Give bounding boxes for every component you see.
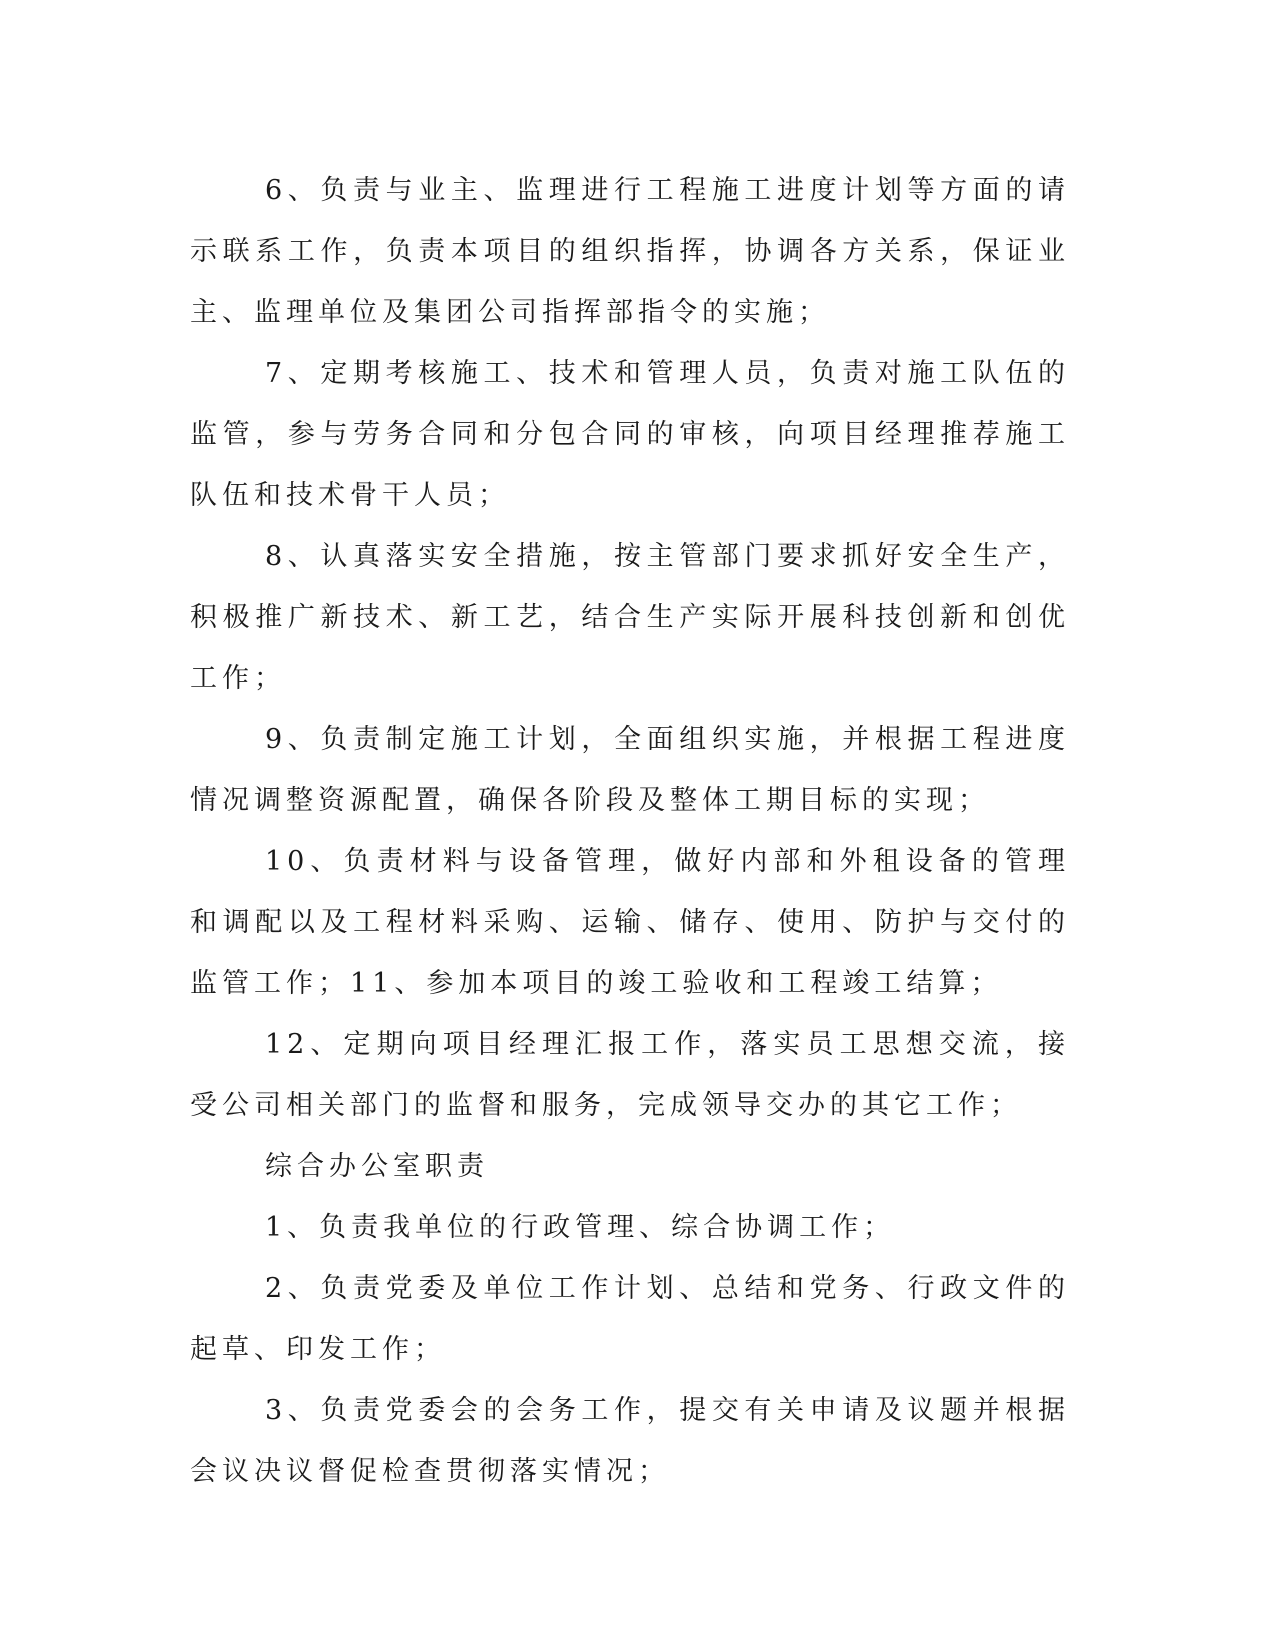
paragraph-item-7: 7、定期考核施工、技术和管理人员，负责对施工队伍的监管，参与劳务合同和分包合同的审核，向项目经理推荐施工队伍和技术骨干人员； [190,358,1070,511]
section-heading: 综合办公室职责 [265,1151,489,1182]
paragraph-item-6: 6、负责与业主、监理进行工程施工进度计划等方面的请示联系工作，负责本项目的组织指挥，协调各方关系，保证业主、监理单位及集团公司指挥部指令的实施； [190,175,1070,328]
paragraph-item-9: 9、负责制定施工计划，全面组织实施，并根据工程进度情况调整资源配置，确保各阶段及整体工期目标的实现； [190,724,1070,816]
paragraph-office-item-1: 1、负责我单位的行政管理、综合协调工作； [265,1212,896,1243]
paragraph-office-item-2: 2、负责党委及单位工作计划、总结和党务、行政文件的起草、印发工作； [190,1273,1070,1365]
paragraph-item-12: 12、定期向项目经理汇报工作，落实员工思想交流，接受公司相关部门的监督和服务，完成领导交办的其它工作； [190,1029,1070,1121]
paragraph-item-8: 8、认真落实安全措施，按主管部门要求抓好安全生产，积极推广新技术、新工艺，结合生产实际开展科技创新和创优工作； [190,541,1070,694]
document-body [190,160,1070,1502]
paragraph-office-item-3: 3、负责党委会的会务工作，提交有关申请及议题并根据会议决议督促检查贯彻落实情况； [190,1395,1070,1487]
paragraph-item-10-11: 10、负责材料与设备管理，做好内部和外租设备的管理和调配以及工程材料采购、运输、储存、使用、防护与交付的监管工作；11、参加本项目的竣工验收和工程竣工结算； [190,846,1070,999]
